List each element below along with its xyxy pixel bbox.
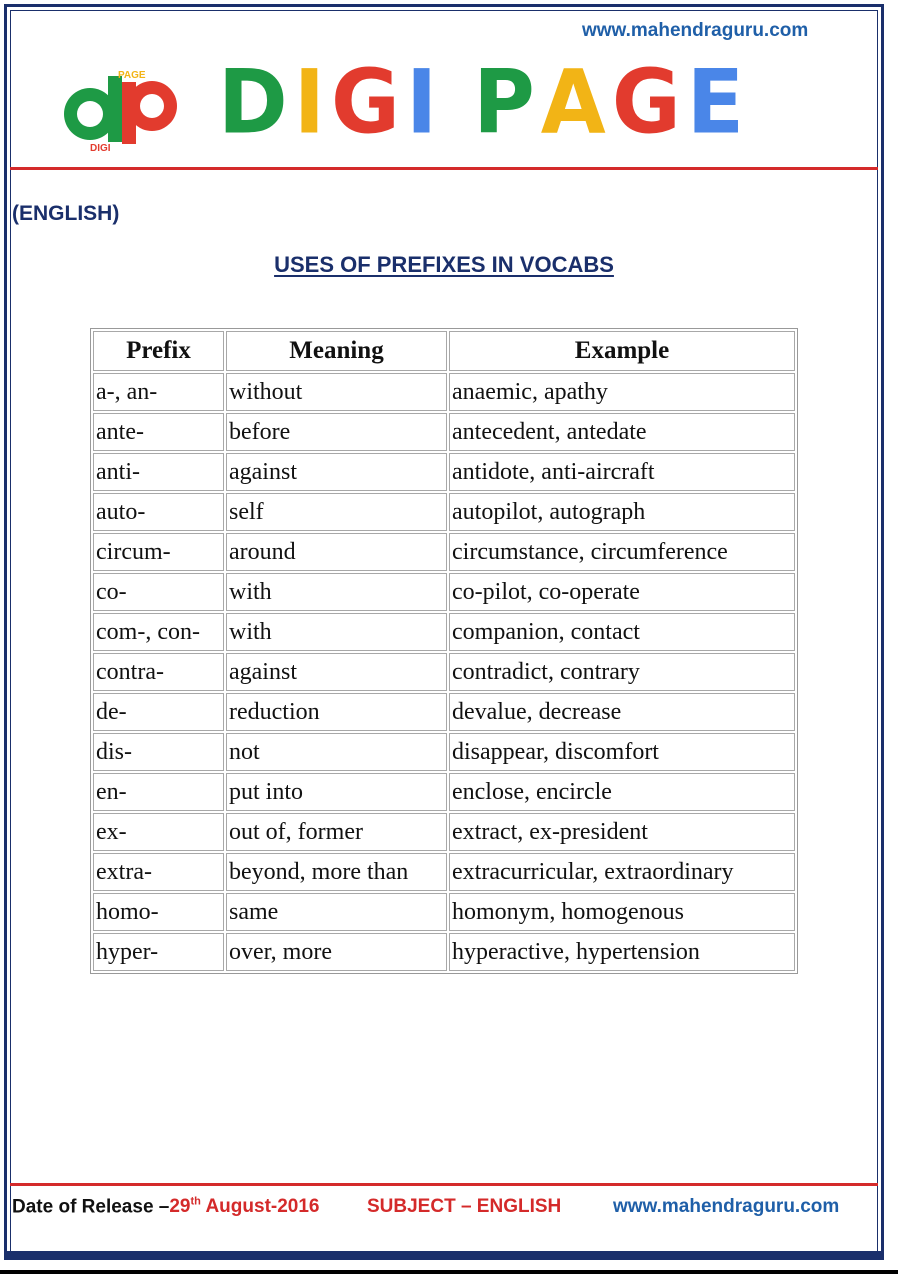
example-cell: extracurricular, extraordinary [449,853,795,891]
digi-page-logo [52,68,187,152]
site-url-header[interactable]: www.mahendraguru.com [582,20,809,41]
footer-divider [10,1183,878,1186]
page-frame-bottom-bar [4,1251,884,1260]
section-label: (ENGLISH) [12,202,120,225]
table-row [93,893,795,931]
prefix-cell: contra- [93,653,224,691]
example-cell: contradict, contrary [449,653,795,691]
table-body [93,373,795,971]
table-row [93,853,795,891]
release-month-year: August-2016 [200,1196,320,1218]
meaning-cell: around [226,533,447,571]
prefix-cell: co- [93,573,224,611]
footer [12,1196,862,1218]
table-row [93,693,795,731]
release-day-suffix: th [190,1196,201,1208]
example-cell: homonym, homogenous [449,893,795,931]
prefix-cell: auto- [93,493,224,531]
meaning-cell: reduction [226,693,447,731]
page-bottom-line [0,1270,898,1274]
meaning-cell: put into [226,773,447,811]
release-day: 29 [169,1196,191,1218]
release-label: Date of Release – [12,1196,170,1218]
table-row [93,773,795,811]
table-row [93,373,795,411]
brand-letter: A [540,50,612,154]
meaning-cell: not [226,733,447,771]
table-row [93,533,795,571]
meaning-cell: against [226,653,447,691]
example-cell: companion, contact [449,613,795,651]
example-cell: enclose, encircle [449,773,795,811]
prefix-cell: extra- [93,853,224,891]
subject-label: SUBJECT – ENGLISH [367,1196,562,1217]
prefix-cell: ex- [93,813,224,851]
site-url-footer[interactable]: www.mahendraguru.com [613,1196,840,1217]
logo-bottom-text: DIGI [90,143,111,152]
prefix-cell: circum- [93,533,224,571]
example-cell: antecedent, antedate [449,413,795,451]
example-cell: antidote, anti-aircraft [449,453,795,491]
table-row [93,613,795,651]
brand-letter: G [611,50,687,154]
table-row [93,653,795,691]
table-row [93,493,795,531]
meaning-cell: against [226,453,447,491]
meaning-cell: self [226,493,447,531]
prefix-cell: a-, an- [93,373,224,411]
meaning-cell: with [226,613,447,651]
meaning-cell: same [226,893,447,931]
logo-top-text: PAGE [118,70,146,81]
prefix-cell: anti- [93,453,224,491]
brand-letter: E [686,50,751,154]
meaning-cell: with [226,573,447,611]
brand-letter: I [405,50,444,154]
header-prefix: Prefix [93,331,224,371]
example-cell: hyperactive, hypertension [449,933,795,971]
brand-letter: I [293,50,331,154]
example-cell: circumstance, circumference [449,533,795,571]
meaning-cell: before [226,413,447,451]
table-row [93,453,795,491]
prefix-cell: en- [93,773,224,811]
page-title-text: USES OF PREFIXES IN VOCABS [274,252,614,277]
example-cell: devalue, decrease [449,693,795,731]
table-row [93,733,795,771]
example-cell: autopilot, autograph [449,493,795,531]
prefix-cell: ante- [93,413,224,451]
prefix-table [90,328,798,974]
page-title [0,252,888,278]
example-cell: extract, ex-president [449,813,795,851]
prefix-cell: de- [93,693,224,731]
meaning-cell: without [226,373,447,411]
header-example: Example [449,331,795,371]
example-cell: disappear, discomfort [449,733,795,771]
header-meaning: Meaning [226,331,447,371]
brand-letter: D [218,50,294,154]
prefix-cell: dis- [93,733,224,771]
table-row [93,573,795,611]
brand-letter: P [473,50,541,154]
example-cell: co-pilot, co-operate [449,573,795,611]
table-row [93,933,795,971]
release-date [169,1196,319,1217]
prefix-cell: homo- [93,893,224,931]
prefix-cell: com-, con- [93,613,224,651]
prefix-cell: hyper- [93,933,224,971]
meaning-cell: out of, former [226,813,447,851]
example-cell: anaemic, apathy [449,373,795,411]
brand-wordmark [218,50,751,154]
table-row [93,413,795,451]
table-header-row [93,331,795,371]
meaning-cell: over, more [226,933,447,971]
header-divider [10,167,878,170]
meaning-cell: beyond, more than [226,853,447,891]
table-row [93,813,795,851]
brand-letter: G [331,50,406,154]
